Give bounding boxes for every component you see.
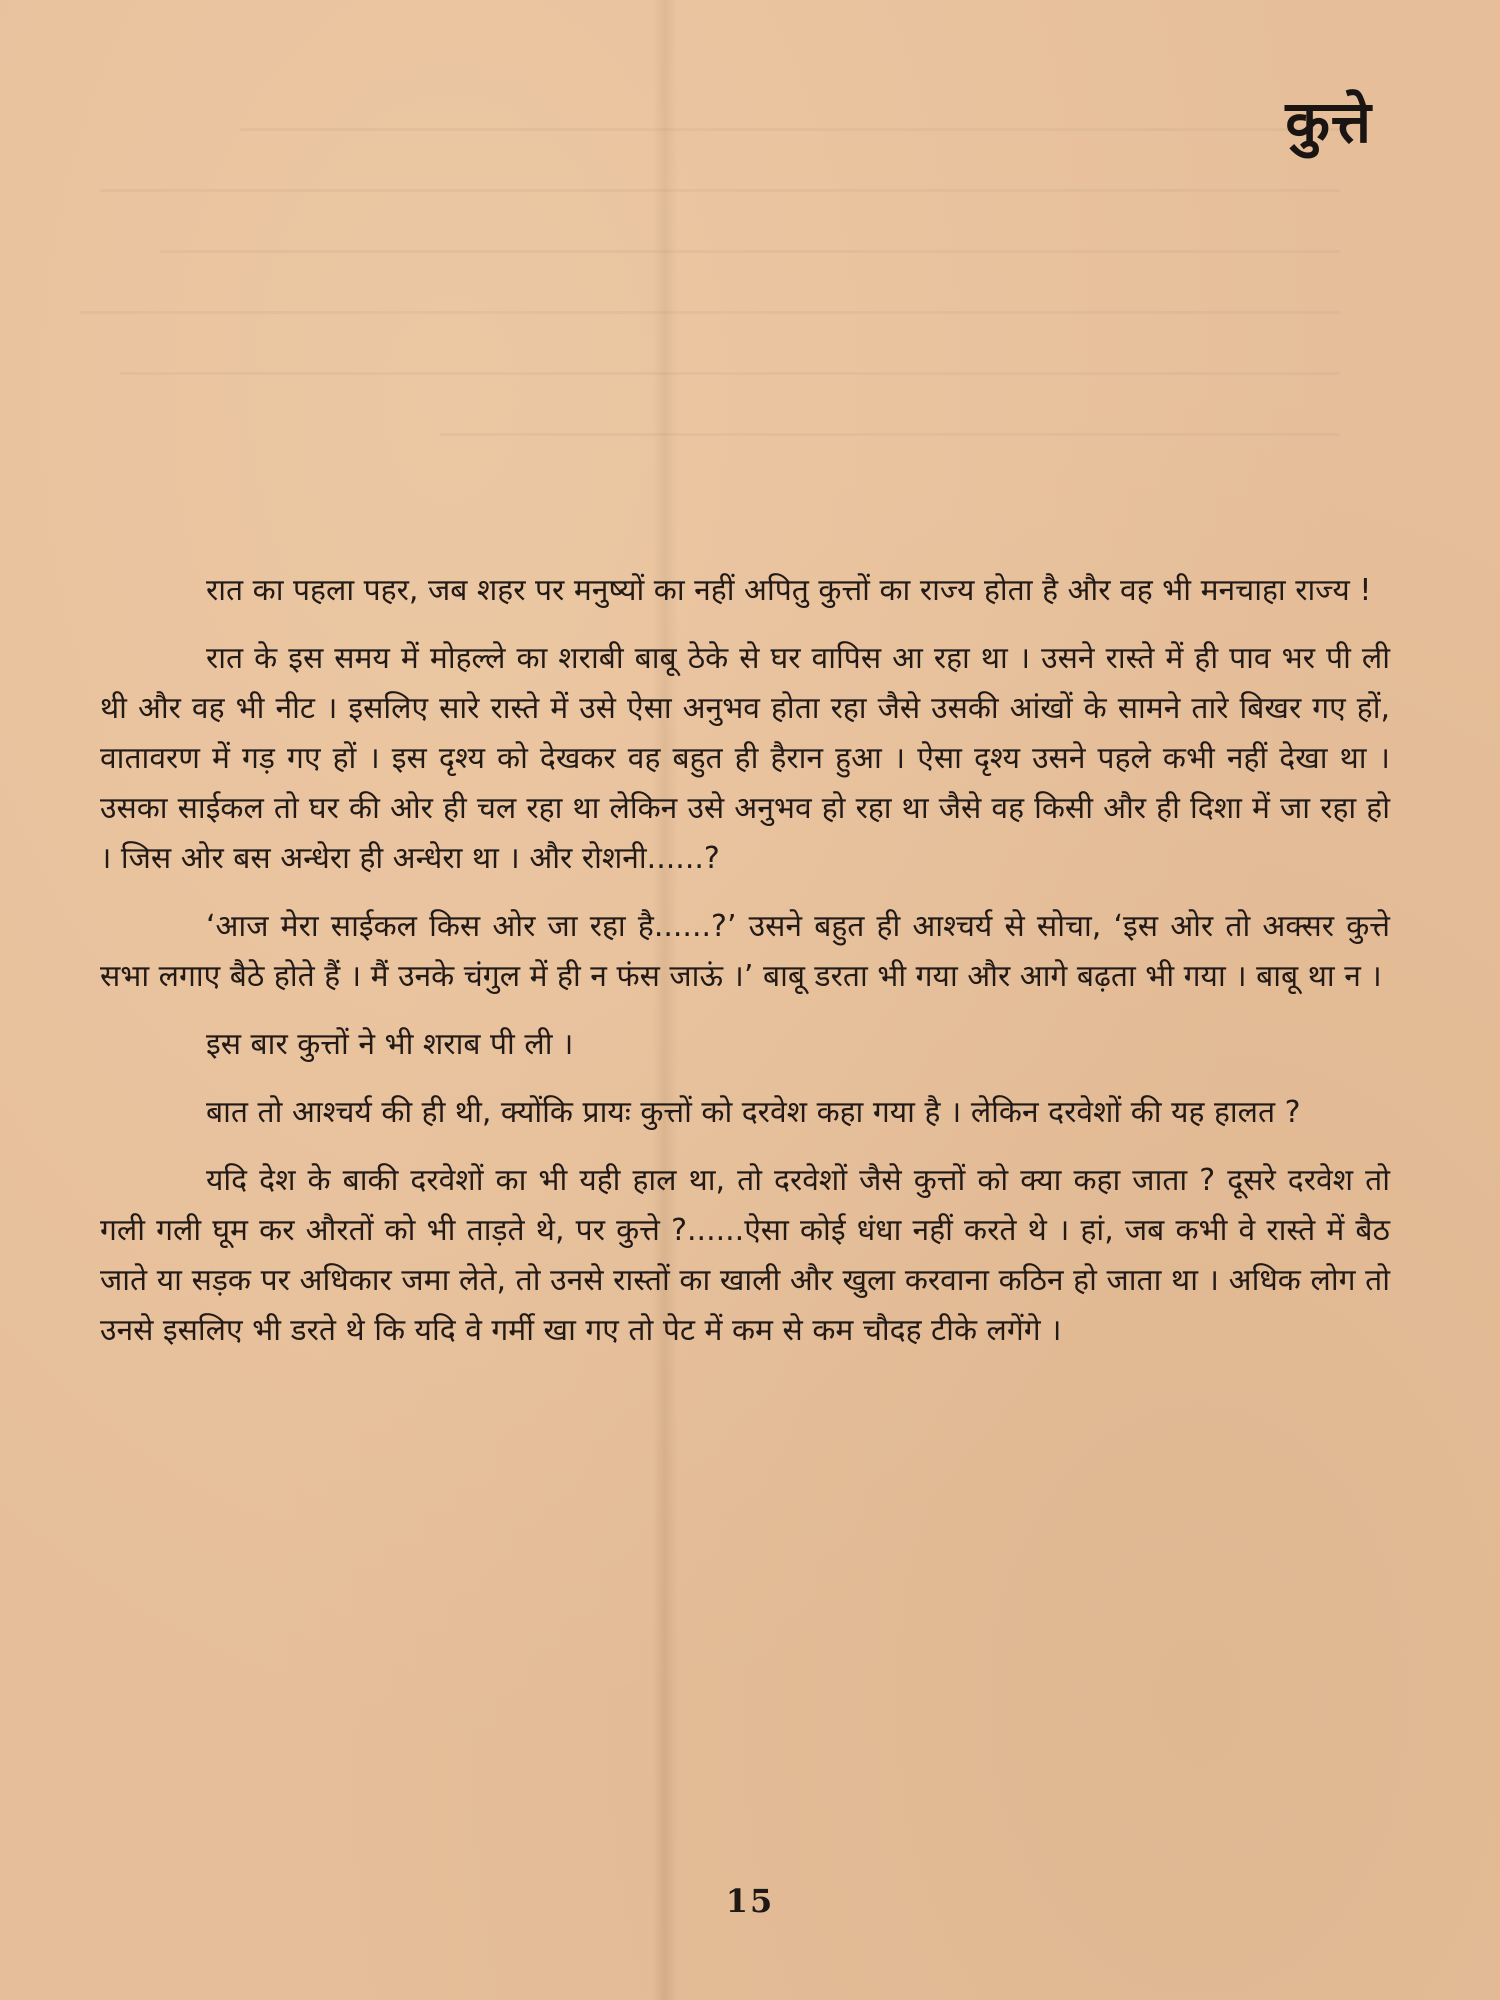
paragraph-2: रात के इस समय में मोहल्ले का शराबी बाबू ठेके से घर वापिस आ रहा था । उसने रास्ते में ही पाव भर पी ली थी और वह भी नीट । इसलिए सारे रास्ते में उसे ऐसा अनुभव होता रहा जैसे उसकी आंखों के सामने तारे बिखर गए हों, वातावरण में गड़ गए हों । इस दृश्य को देखकर वह बहुत ही हैरान हुआ । ऐसा दृश्य उसने पहले कभी नहीं देखा था । उसका साईकल तो घर की ओर ही चल रहा था लेकिन उसे अनुभव हो रहा था जैसे वह किसी और ही दिशा में जा रहा हो । जिस ओर बस अन्धेरा ही अन्धेरा था । और रोशनी......?: [100, 641, 1390, 876]
paragraph-6: यदि देश के बाकी दरवेशों का भी यही हाल था, तो दरवेशों जैसे कुत्तों को क्या कहा जाता ? दूसरे दरवेश तो गली गली घूम कर औरतों को भी ताड़ते थे, पर कुत्ते ?......ऐसा कोई धंधा नहीं करते थे । हां, जब कभी वे रास्ते में बैठ जाते या सड़क पर अधिकार जमा लेते, तो उनसे रास्तों का खाली और खुला करवाना कठिन हो जाता था । अधिक लोग तो उनसे इसलिए भी डरते थे कि यदि वे गर्मी खा गए तो पेट में कम से कम चौदह टीके लगेंगे ।: [100, 1163, 1390, 1348]
chapter-body: [100, 566, 1390, 1374]
show-through-texture: [60, 70, 1340, 490]
paragraph-1: रात का पहला पहर, जब शहर पर मनुष्यों का नहीं अपितु कुत्तों का राज्य होता है और वह भी मनचाहा राज्य !: [206, 573, 1372, 608]
paragraph-4: इस बार कुत्तों ने भी शराब पी ली ।: [206, 1027, 574, 1062]
paragraph-3: ‘आज मेरा साईकल किस ओर जा रहा है......?’ उसने बहुत ही आश्चर्य से सोचा, ‘इस ओर तो अक्सर कुत्ते सभा लगाए बैठे होते हैं । मैं उनके चंगुल में ही न फंस जाऊं ।’ बाबू डरता भी गया और आगे बढ़ता भी गया । बाबू था न ।: [100, 909, 1390, 994]
page-number: 15: [725, 1882, 775, 1920]
chapter-title: कुत्ते: [1285, 88, 1372, 156]
paragraph-5: बात तो आश्चर्य की ही थी, क्योंकि प्रायः कुत्तों को दरवेश कहा गया है । लेकिन दरवेशों की यह हालत ?: [206, 1095, 1301, 1130]
